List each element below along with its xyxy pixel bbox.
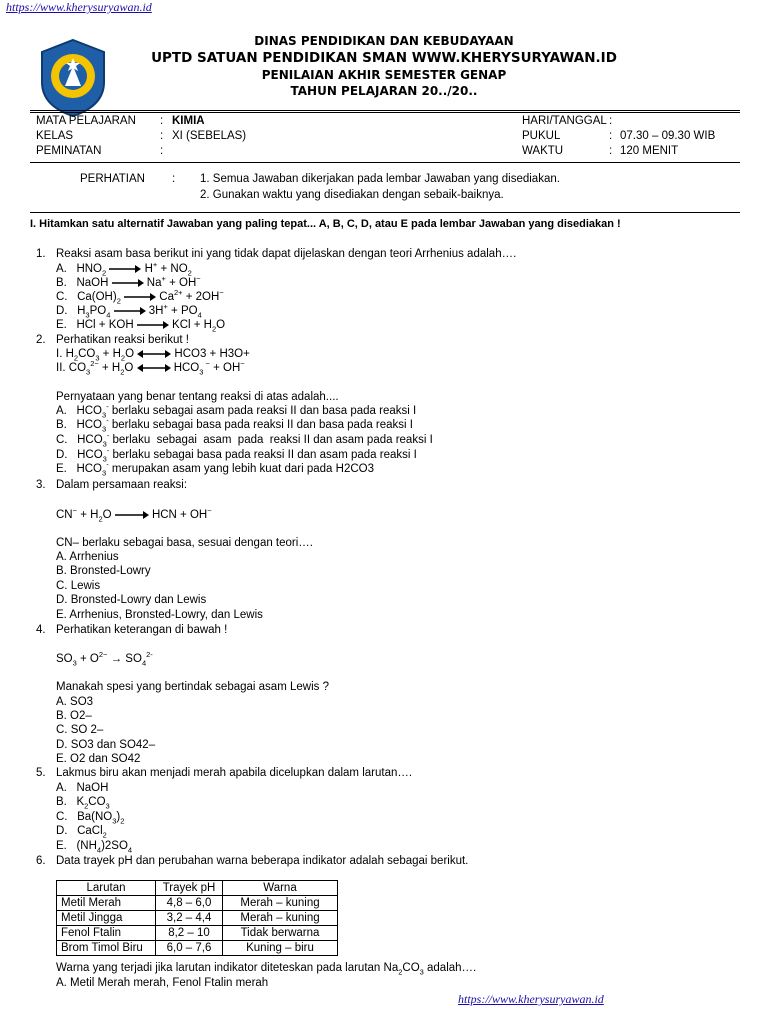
perhatian-label: PERHATIAN	[80, 173, 145, 185]
table-cell: Merah – kuning	[223, 911, 338, 926]
q5-option-a[interactable]: A. NaOH	[56, 782, 109, 794]
q2-option-b[interactable]: B. $HCO_3^-$ berlaku sebagai basa pada reaksi II dan basa pada reaksi I	[56, 416, 413, 434]
table-cell: Fenol Ftalin	[57, 926, 156, 941]
divider	[30, 162, 740, 163]
q2-option-d[interactable]: D. $HCO_3^-$ berlaku sebagai basa pada reaksi II dan asam pada reaksi I	[56, 446, 417, 464]
colon: :	[609, 130, 613, 142]
q4-option-b[interactable]: B. O2–	[56, 710, 92, 722]
colon: :	[160, 145, 164, 157]
question-5-number: 5.	[36, 767, 46, 779]
question-4-stem: Manakah spesi yang bertindak sebagai asam Lewis ?	[56, 681, 329, 693]
colon: :	[160, 130, 164, 142]
table-cell: 6,0 – 7,6	[156, 941, 223, 956]
info-time-value: 07.30 – 09.30 WIB	[620, 130, 716, 142]
info-subject-value: KIMIA	[172, 115, 205, 127]
table-cell: Metil Jingga	[57, 911, 156, 926]
q5-option-b[interactable]: B. $K_2CO_3$	[56, 796, 110, 811]
bottom-website-link[interactable]: https://www.kherysuryawan.id	[458, 992, 604, 1006]
info-subject-label: MATA PELAJARAN	[36, 115, 136, 127]
q3-option-a[interactable]: A. Arrhenius	[56, 551, 119, 563]
table-cell: Tidak berwarna	[223, 926, 338, 941]
header-agency: DINAS PENDIDIKAN DAN KEBUDAYAAN	[254, 34, 514, 48]
divider	[30, 112, 740, 113]
colon: :	[609, 145, 613, 157]
colon: :	[609, 115, 613, 127]
colon: :	[160, 115, 164, 127]
q1-option-c[interactable]: C. $Ca(OH)_2$ $Ca^{2+} + 2OH^-$	[56, 288, 224, 306]
table-header-row	[57, 881, 338, 896]
header-exam-title: PENILAIAN AKHIR SEMESTER GENAP	[261, 68, 507, 82]
table-row	[57, 941, 338, 956]
info-duration-label: WAKTU	[522, 145, 564, 157]
table-header-cell: Warna	[223, 881, 338, 896]
q2-option-c[interactable]: C. $HCO_3^-$ berlaku sebagai asam pada reaksi II dan asam pada reaksi I	[56, 431, 433, 449]
q4-option-c[interactable]: C. SO 2–	[56, 724, 104, 736]
question-1-number: 1.	[36, 248, 46, 260]
section-instruction: I. Hitamkan satu alternatif Jawaban yang paling tepat... A, B, C, D, atau E pada lembar Jawaban yang disediakan !	[30, 218, 621, 230]
q3-option-b[interactable]: B. Bronsted-Lowry	[56, 565, 151, 577]
q6-option-a[interactable]: A. Metil Merah merah, Fenol Ftalin merah	[56, 977, 269, 989]
q2-reaction-1: I. $H_2CO_3 + H_2O$ HCO3 + H3O+	[56, 348, 250, 363]
info-track-label: PEMINATAN	[36, 145, 102, 157]
info-class-label: KELAS	[36, 130, 74, 142]
info-date-label: HARI/TANGGAL	[522, 115, 607, 127]
table-row	[57, 911, 338, 926]
q4-option-e[interactable]: E. O2 dan SO42	[56, 753, 141, 765]
q1-option-b[interactable]: B. NaOH Na+ + OH−	[56, 274, 201, 289]
info-class-value: XI (SEBELAS)	[172, 130, 247, 142]
info-time-label: PUKUL	[522, 130, 561, 142]
table-row	[57, 926, 338, 941]
table-cell: 4,8 – 6,0	[156, 896, 223, 911]
header-school: UPTD SATUAN PENDIDIKAN SMAN WWW.KHERYSURYAWAN.ID	[151, 50, 617, 66]
table-header-cell: Trayek pH	[156, 881, 223, 896]
question-4-number: 4.	[36, 624, 46, 636]
table-cell: 8,2 – 10	[156, 926, 223, 941]
colon: :	[172, 173, 176, 185]
indicator-table	[56, 880, 338, 956]
question-2-stem: Pernyataan yang benar tentang reaksi di atas adalah....	[56, 391, 339, 403]
q1-option-e[interactable]: E. HCl + KOH KCl + $H_2O$	[56, 319, 226, 334]
header-academic-year: TAHUN PELAJARAN 20../20..	[290, 84, 478, 98]
divider	[30, 212, 740, 213]
question-1-text: Reaksi asam basa berikut ini yang tidak dapat dijelaskan dengan teori Arrhenius adalah….	[56, 248, 517, 260]
q5-option-c[interactable]: C. $Ba(NO_3)_2$	[56, 811, 125, 826]
top-website-link[interactable]: https://www.kherysuryawan.id	[6, 0, 152, 14]
table-row	[57, 896, 338, 911]
q4-reaction: $SO_3 + O^{2-} \to SO_4^{2-}$	[56, 650, 153, 668]
question-6-number: 6.	[36, 855, 46, 867]
info-duration-value: 120 MENIT	[620, 145, 679, 157]
table-cell: Metil Merah	[57, 896, 156, 911]
question-6-text: Data trayek pH dan perubahan warna beberapa indikator adalah sebagai berikut.	[56, 855, 469, 867]
question-3-stem: CN– berlaku sebagai basa, sesuai dengan teori….	[56, 537, 313, 549]
question-4-text: Perhatikan keterangan di bawah !	[56, 624, 228, 636]
q2-reaction-2: II. $CO_3^{2-} + H_2O$ $HCO_3$ − + OH−	[56, 359, 245, 377]
q1-option-a[interactable]: A. $HNO_2$ $H^+ + NO_2$	[56, 260, 192, 278]
q2-option-a[interactable]: A. $HCO_3^-$ berlaku sebagai asam pada reaksi II dan basa pada reaksi I	[56, 402, 417, 420]
question-2-text: Perhatikan reaksi berikut !	[56, 334, 189, 346]
divider	[30, 110, 740, 111]
question-5-text: Lakmus biru akan menjadi merah apabila dicelupkan dalam larutan….	[56, 767, 413, 779]
q2-option-e[interactable]: E. $HCO_3^-$ merupakan asam yang lebih kuat dari pada H2CO3	[56, 460, 374, 478]
q3-option-c[interactable]: C. Lewis	[56, 580, 101, 592]
table-cell: Brom Timol Biru	[57, 941, 156, 956]
q1-option-d[interactable]: D. $H_3PO_4$ $3H^+ + PO_4$	[56, 302, 202, 320]
table-cell: 3,2 – 4,4	[156, 911, 223, 926]
question-2-number: 2.	[36, 334, 46, 346]
question-6-stem: Warna yang terjadi jika larutan indikator diteteskan pada larutan $Na_2CO_3$ adalah….	[56, 962, 477, 977]
question-3-text: Dalam persamaan reaksi:	[56, 479, 188, 491]
table-cell: Kuning – biru	[223, 941, 338, 956]
perhatian-item-1: 1. Semua Jawaban dikerjakan pada lembar Jawaban yang disediakan.	[200, 173, 560, 185]
q3-option-d[interactable]: D. Bronsted-Lowry dan Lewis	[56, 594, 207, 606]
q5-option-e[interactable]: E. $(NH_4)2SO_4$	[56, 840, 133, 855]
table-cell: Merah – kuning	[223, 896, 338, 911]
table-header-cell: Larutan	[57, 881, 156, 896]
q4-option-d[interactable]: D. SO3 dan SO42–	[56, 739, 156, 751]
q3-reaction: $CN^- + H_2O$ HCN + OH−	[56, 506, 212, 524]
q3-option-e[interactable]: E. Arrhenius, Bronsted-Lowry, dan Lewis	[56, 609, 263, 621]
perhatian-item-2: 2. Gunakan waktu yang disediakan dengan sebaik-baiknya.	[200, 189, 504, 201]
q4-option-a[interactable]: A. SO3	[56, 696, 94, 708]
question-3-number: 3.	[36, 479, 46, 491]
q5-option-d[interactable]: D. CaCl$_2$	[56, 825, 107, 840]
